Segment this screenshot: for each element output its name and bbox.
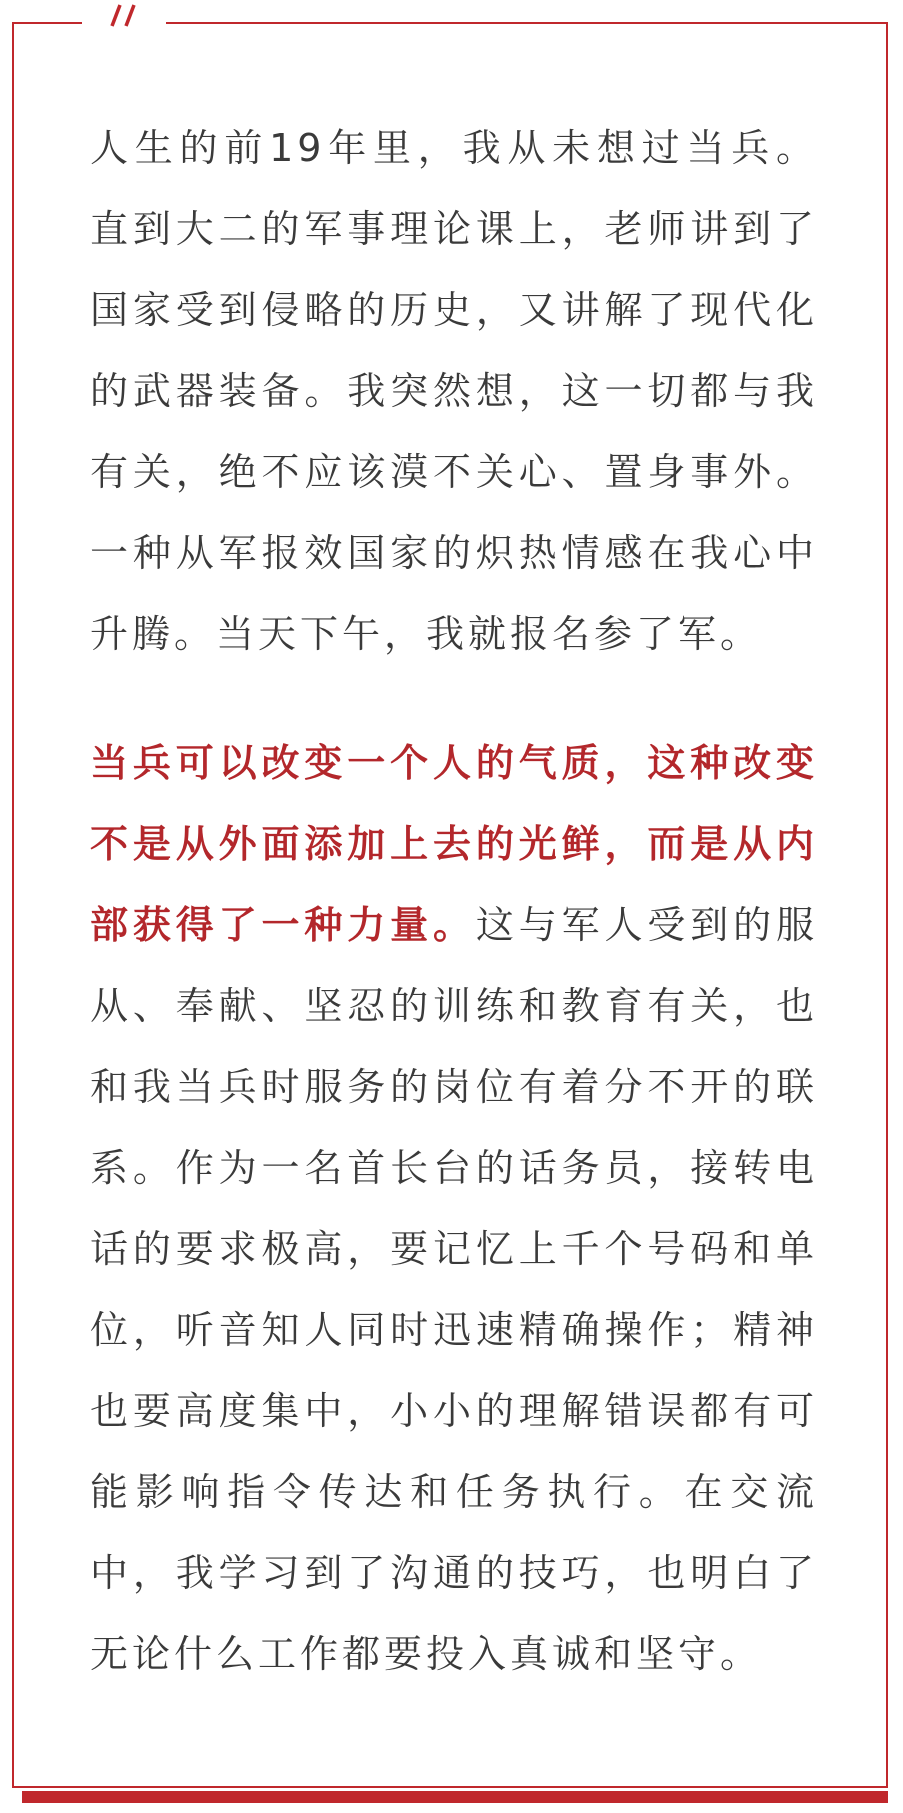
bottom-accent-bar bbox=[22, 1791, 888, 1803]
paragraph-2-highlight: 当兵可以改变一个人的气质，这种改变不是从外面添加上去的光鲜，而是从内部获得了一种力量。 bbox=[90, 741, 818, 947]
paragraph-1-text: 人生的前19年里，我从未想过当兵。直到大二的军事理论课上，老师讲到了国家受到侵略的历史，又讲解了现代化的武器装备。我突然想，这一切都与我有关，绝不应该漠不关心、置身事外。一种从军报效国家的炽热情感在我心中升腾。当天下午，我就报名参了军。 bbox=[90, 126, 818, 656]
article-body bbox=[90, 108, 818, 1695]
paragraph-1 bbox=[90, 108, 818, 675]
double-slash-icon bbox=[106, 2, 142, 28]
paragraph-2-text: 这与军人受到的服从、奉献、坚忍的训练和教育有关，也和我当兵时服务的岗位有着分不开的联系。作为一名首长台的话务员，接转电话的要求极高，要记忆上千个号码和单位，听音知人同时迅速精确操作；精神也要高度集中，小小的理解错误都有可能影响指令传达和任务执行。在交流中，我学习到了沟通的技巧，也明白了无论什么工作都要投入真诚和坚守。 bbox=[90, 903, 818, 1676]
paragraph-2 bbox=[90, 723, 818, 1695]
